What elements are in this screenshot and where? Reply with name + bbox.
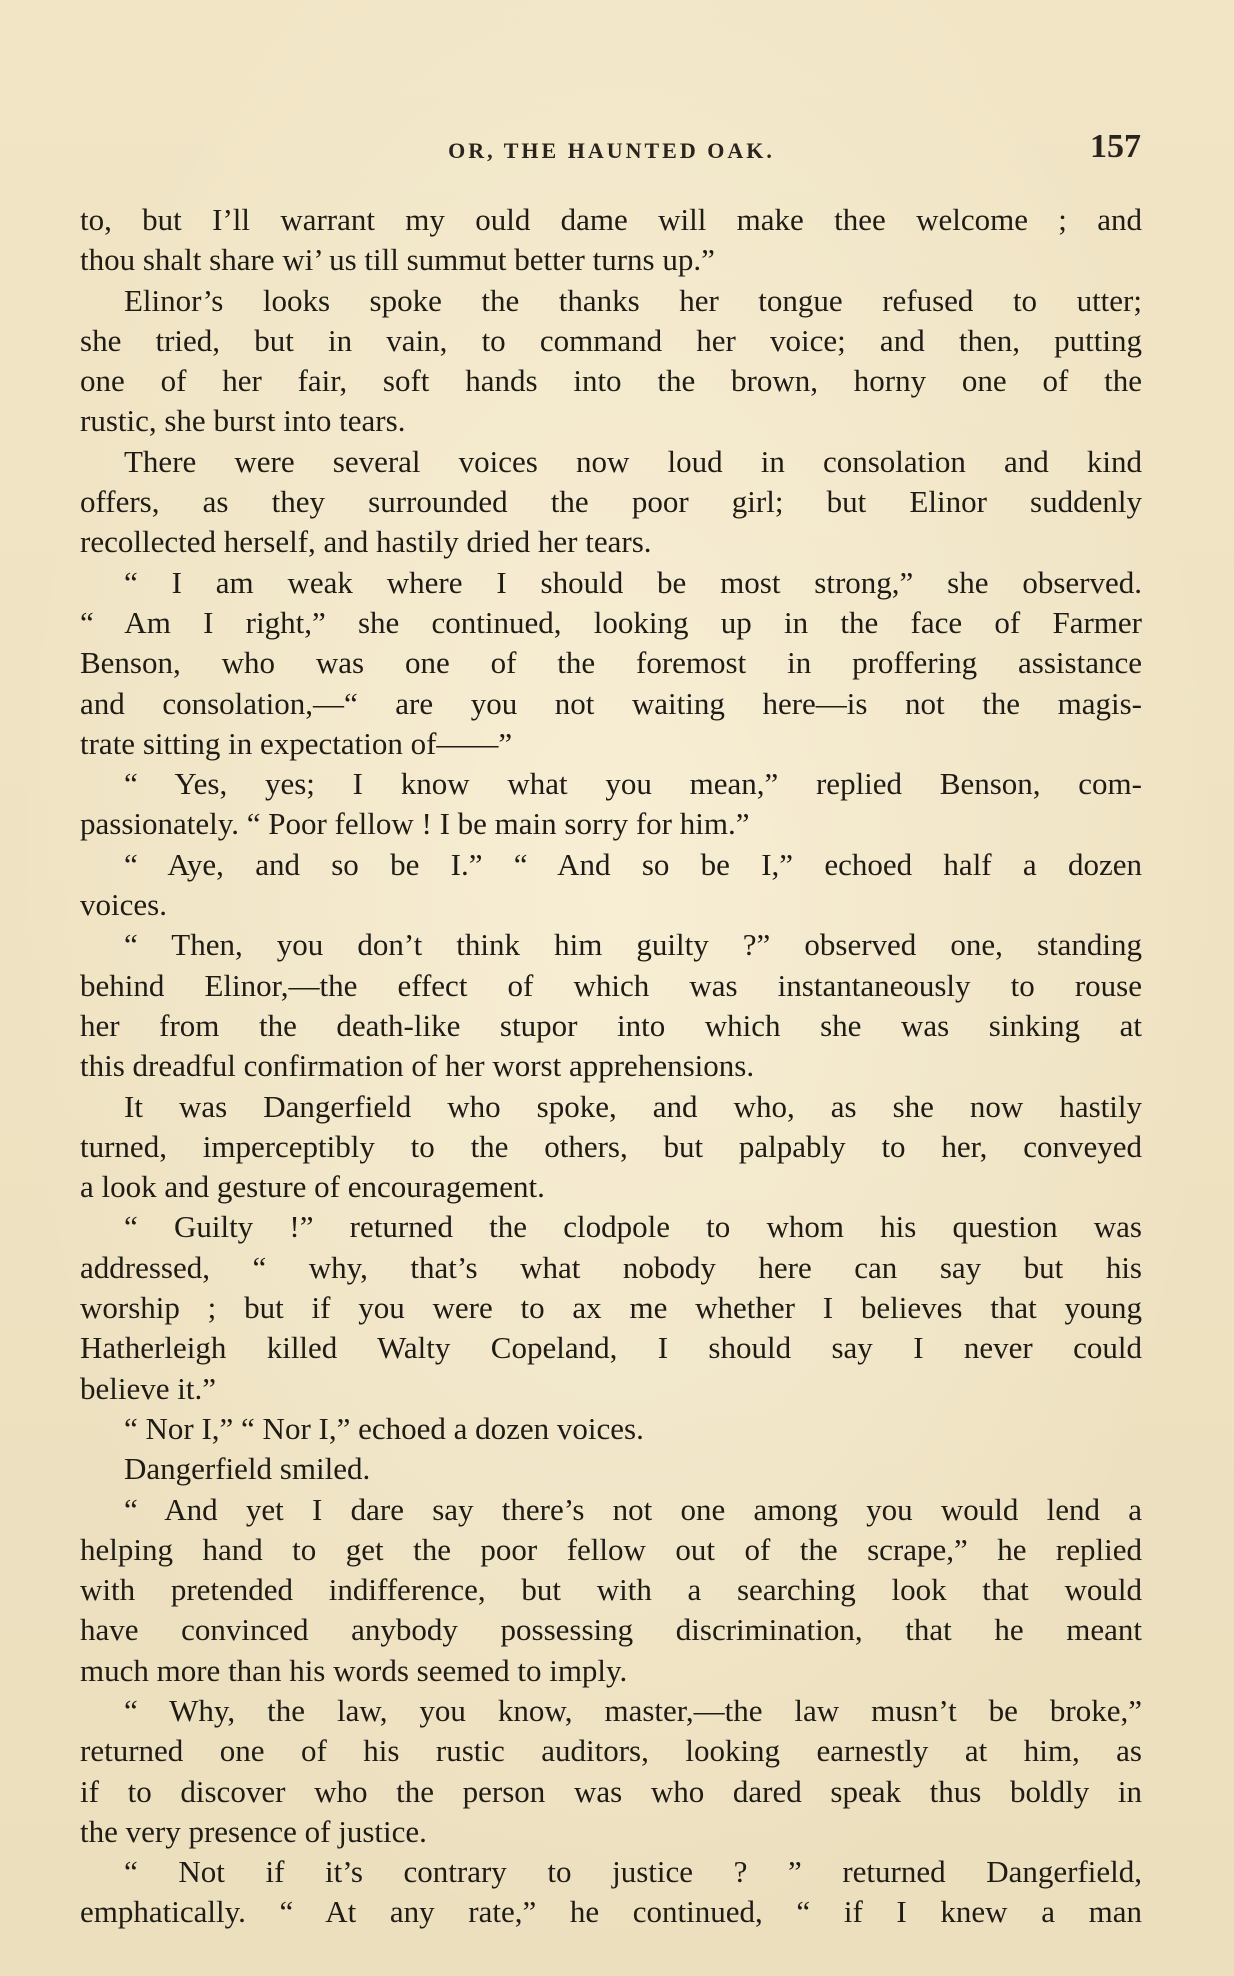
running-header [82,128,1141,172]
text-line: worship ; but if you were to ax me whether I believes that young [80,1290,1142,1326]
text-line: to, but I’ll warrant my ould dame will make thee welcome ; and [80,202,1142,237]
text-line: “ Am I right,” she continued, looking up in the face of Farmer [80,604,1142,640]
text-line: “ Yes, yes; I know what you mean,” replied Benson, com- [124,766,1142,802]
running-title: OR, THE HAUNTED OAK. [448,138,775,163]
text-line: “ Then, you don’t think him guilty ?” observed one, standing [124,927,1142,963]
text-line: “ Why, the law, you know, master,—the law musn’t be broke,” [124,1692,1142,1728]
body-text [80,200,1142,1933]
text-line: voices. [80,887,167,923]
text-line: Benson, who was one of the foremost in proffering assistance [80,645,1142,681]
text-line: helping hand to get the poor fellow out of the scrape,” he replied [80,1531,1142,1567]
text-line: “ Not if it’s contrary to justice ? ” returned Dangerfield, [124,1854,1142,1890]
text-line: returned one of his rustic auditors, looking earnestly at him, as [80,1733,1142,1769]
text-line: It was Dangerfield who spoke, and who, as she now hastily [124,1088,1142,1124]
text-line: “ And yet I dare say there’s not one among you would lend a [124,1491,1142,1527]
text-line: her from the death-like stupor into which she was sinking at [80,1007,1142,1043]
text-line: with pretended indifference, but with a searching look that would [80,1572,1142,1608]
text-line: “ I am weak where I should be most strong,” she observed. [124,564,1142,600]
text-line: There were several voices now loud in consolation and kind [124,443,1142,479]
text-line: she tried, but in vain, to command her voice; and then, putting [80,322,1142,358]
text-line: Hatherleigh killed Walty Copeland, I should say I never could [80,1330,1142,1366]
text-line: “ Nor I,” “ Nor I,” echoed a dozen voices. [124,1410,644,1446]
text-line: trate sitting in expectation of——” [80,725,513,761]
text-line: rustic, she burst into tears. [80,403,406,439]
text-line: a look and gesture of encouragement. [80,1169,545,1205]
text-line: “ Guilty !” returned the clodpole to whom his question was [124,1209,1142,1245]
text-line: one of her fair, soft hands into the brown, horny one of the [80,363,1142,399]
text-line: Dangerfield smiled. [124,1451,371,1487]
text-line: turned, imperceptibly to the others, but palpably to her, conveyed [80,1128,1142,1164]
text-line: and consolation,—“ are you not waiting here—is not the magis- [80,685,1142,721]
text-line: believe it.” [80,1370,216,1406]
text-line: if to discover who the person was who dared speak thus boldly in [80,1773,1142,1809]
text-line: emphatically. “ At any rate,” he continued, “ if I knew a man [80,1894,1142,1930]
text-line: much more than his words seemed to imply. [80,1652,628,1688]
text-line: behind Elinor,—the effect of which was instantaneously to rouse [80,967,1142,1003]
page-number: 157 [1090,128,1141,165]
text-line: passionately. “ Poor fellow ! I be main sorry for him.” [80,806,750,842]
text-line: offers, as they surrounded the poor girl; but Elinor suddenly [80,484,1142,520]
text-line: have convinced anybody possessing discrimination, that he meant [80,1612,1142,1648]
text-line: “ Aye, and so be I.” “ And so be I,” echoed half a dozen [124,846,1142,882]
text-line: thou shalt share wi’ us till summut better turns up.” [80,242,715,278]
text-line: the very presence of justice. [80,1813,427,1849]
text-line: recollected herself, and hastily dried her tears. [80,524,652,560]
text-line: addressed, “ why, that’s what nobody here can say but his [80,1249,1142,1285]
text-line: Elinor’s looks spoke the thanks her tongue refused to utter; [124,282,1142,318]
text-line: this dreadful confirmation of her worst apprehensions. [80,1048,755,1084]
